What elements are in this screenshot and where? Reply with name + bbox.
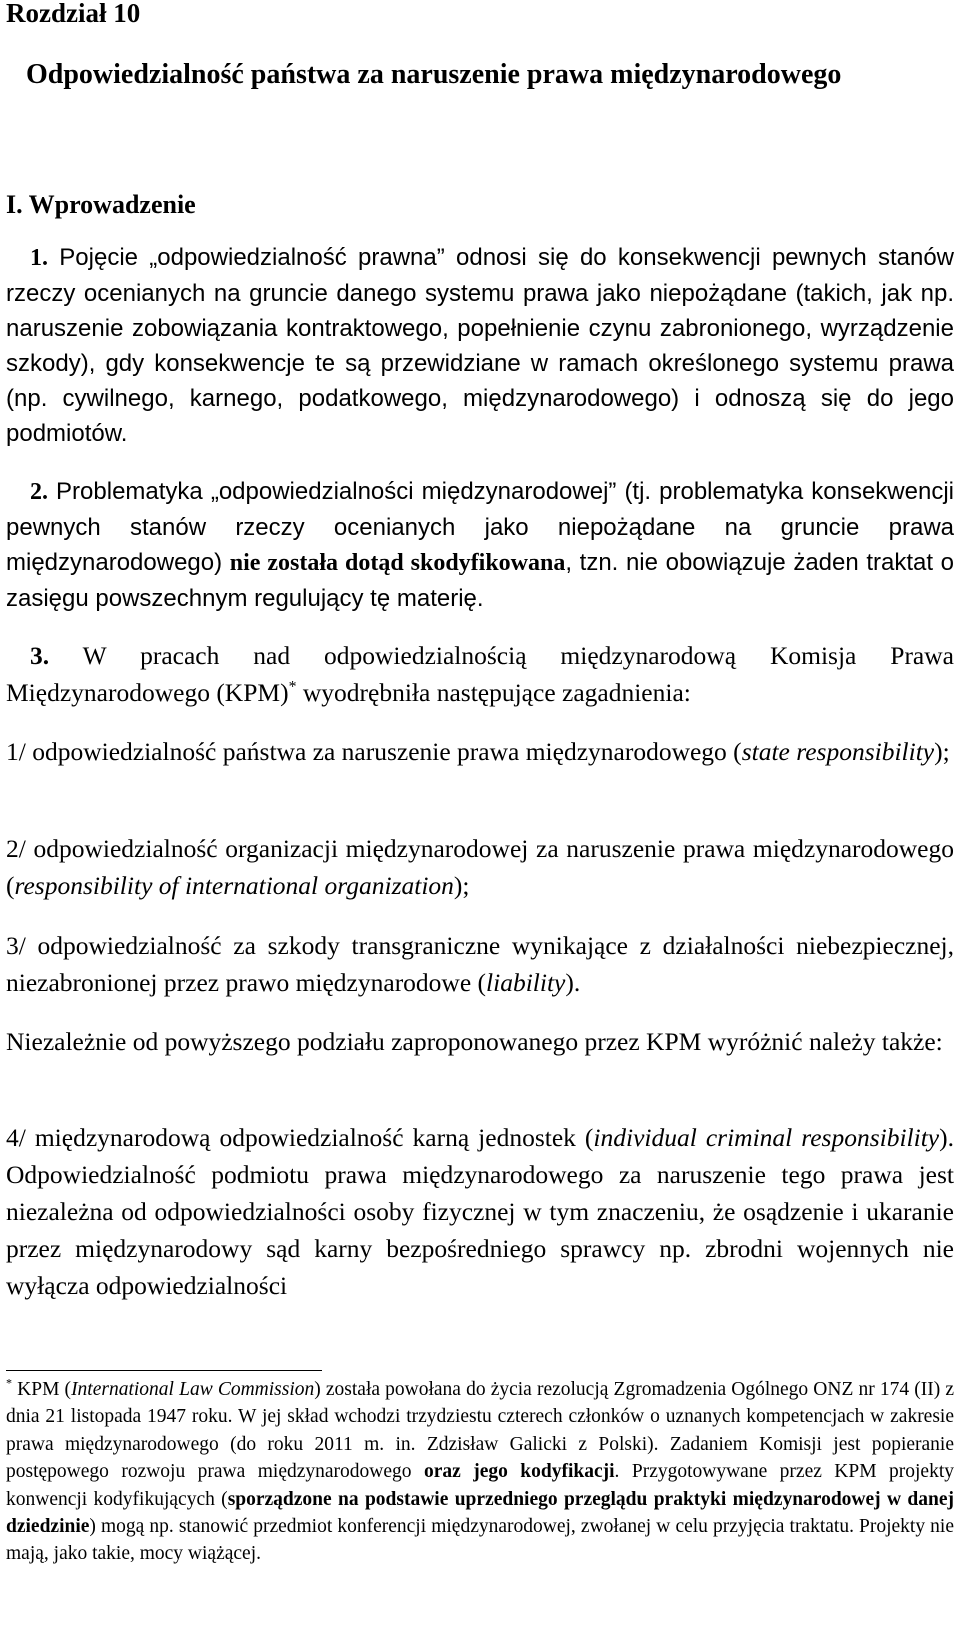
footnote-mark: *: [6, 1376, 13, 1391]
english-term: liability: [486, 968, 566, 997]
chapter-heading: Rozdział 10: [6, 0, 141, 28]
list-item-2: 2/ odpowiedzialność organizacji międzynarodowej za naruszenie prawa międzynarodowego (responsibility of international organization);: [6, 834, 954, 900]
english-term: state responsibility: [741, 737, 935, 766]
emphasis-text: nie została dotąd skodyfikowana: [229, 550, 566, 576]
paragraph-3: [6, 637, 954, 711]
paragraph-text-end: , tzn. nie obowiązuje żaden traktat o zasięgu powszechnym regulujący tę materię.: [6, 549, 954, 612]
note-paragraph: Niezależnie od powyższego podziału zaproponowanego przez KPM wyróżnić należy także:: [6, 1027, 943, 1056]
list-item-3: 3/ odpowiedzialność za szkody transgraniczne wynikające z działalności niebezpiecznej, niezabronionej przez prawo międzynarodowe (liability).: [6, 931, 954, 997]
paragraph-number: 1.: [30, 245, 48, 271]
paragraph-text: W pracach nad odpowiedzialnością międzynarodową Komisja Prawa Międzynarodowego (KPM): [6, 641, 954, 707]
paragraph-1: [6, 240, 954, 451]
paragraph-text-end: wyodrębniła następujące zagadnienia:: [296, 678, 691, 707]
paragraph-number: 2.: [30, 479, 48, 505]
chapter-title: Odpowiedzialność państwa za naruszenie prawa międzynarodowego: [26, 59, 842, 90]
paragraph-text: Problematyka „odpowiedzialności międzynarodowej” (tj. problematyka konsekwencji pewnych stanów rzeczy ocenianych jako niepożądane na gruncie prawa międzynarodowego): [6, 478, 954, 576]
english-term: responsibility of international organization: [14, 871, 454, 900]
section-heading: I. Wprowadzenie: [6, 190, 196, 219]
paragraph-2: [6, 474, 954, 616]
list-item-1: 1/ odpowiedzialność państwa za naruszenie prawa międzynarodowego (state responsibility);: [6, 737, 950, 766]
footnote-divider: [6, 1370, 322, 1371]
list-item-4: 4/ międzynarodową odpowiedzialność karną jednostek (individual criminal responsibility). Odpowiedzialność podmiotu prawa międzynarodowego za naruszenie tego prawa jest niezależna od odpowiedzialności osoby fizycznej w tym znaczeniu, że osądzenie i ukaranie przez międzynarodowy sąd karny bezpośredniego sprawcy np. zbrodni wojennych nie wyłącza odpowiedzialności: [6, 1123, 955, 1300]
paragraph-text: Pojęcie „odpowiedzialność prawna” odnosi się do konsekwencji pewnych stanów rzeczy ocenianych na gruncie danego systemu prawa jako niepożądane (takich, jak np. naruszenie zobowiązania kontraktowego, popełnienie czynu zabronionego, wyrządzenie szkody), gdy konsekwencje te są przewidziane w ramach określonego systemu prawa (np. cywilnego, karnego, podatkowego, międzynarodowego) i odnoszą się do jego podmiotów.: [6, 244, 954, 447]
footnote-ref[interactable]: *: [288, 678, 297, 696]
footnote: * KPM (International Law Commission) została powołana do życia rezolucją Zgromadzenia Ogólnego ONZ nr 174 (II) z dnia 21 listopada 1947 roku. W jej skład wchodzi trzydziestu czterech członków o uznanych kompetencjach w zakresie prawa międzynarodowego (do roku 2011 m. in. Zdzisław Galicki z Polski). Zadaniem Komisji jest popieranie postępowego rozwoju prawa międzynarodowego oraz jego kodyfikacji. Przygotowywane przez KPM projekty konwencji kodyfikujących (sporządzone na podstawie uprzedniego przeglądu praktyki międzynarodowej w danej dziedzinie) mogą np. stanowić przedmiot konferencji międzynarodowej, zwołanej w celu przyjęcia traktatu. Projekty nie mają, jako takie, mocy wiążącej.: [6, 1376, 955, 1565]
paragraph-number: 3.: [30, 641, 50, 670]
english-term: individual criminal responsibility: [593, 1123, 940, 1152]
